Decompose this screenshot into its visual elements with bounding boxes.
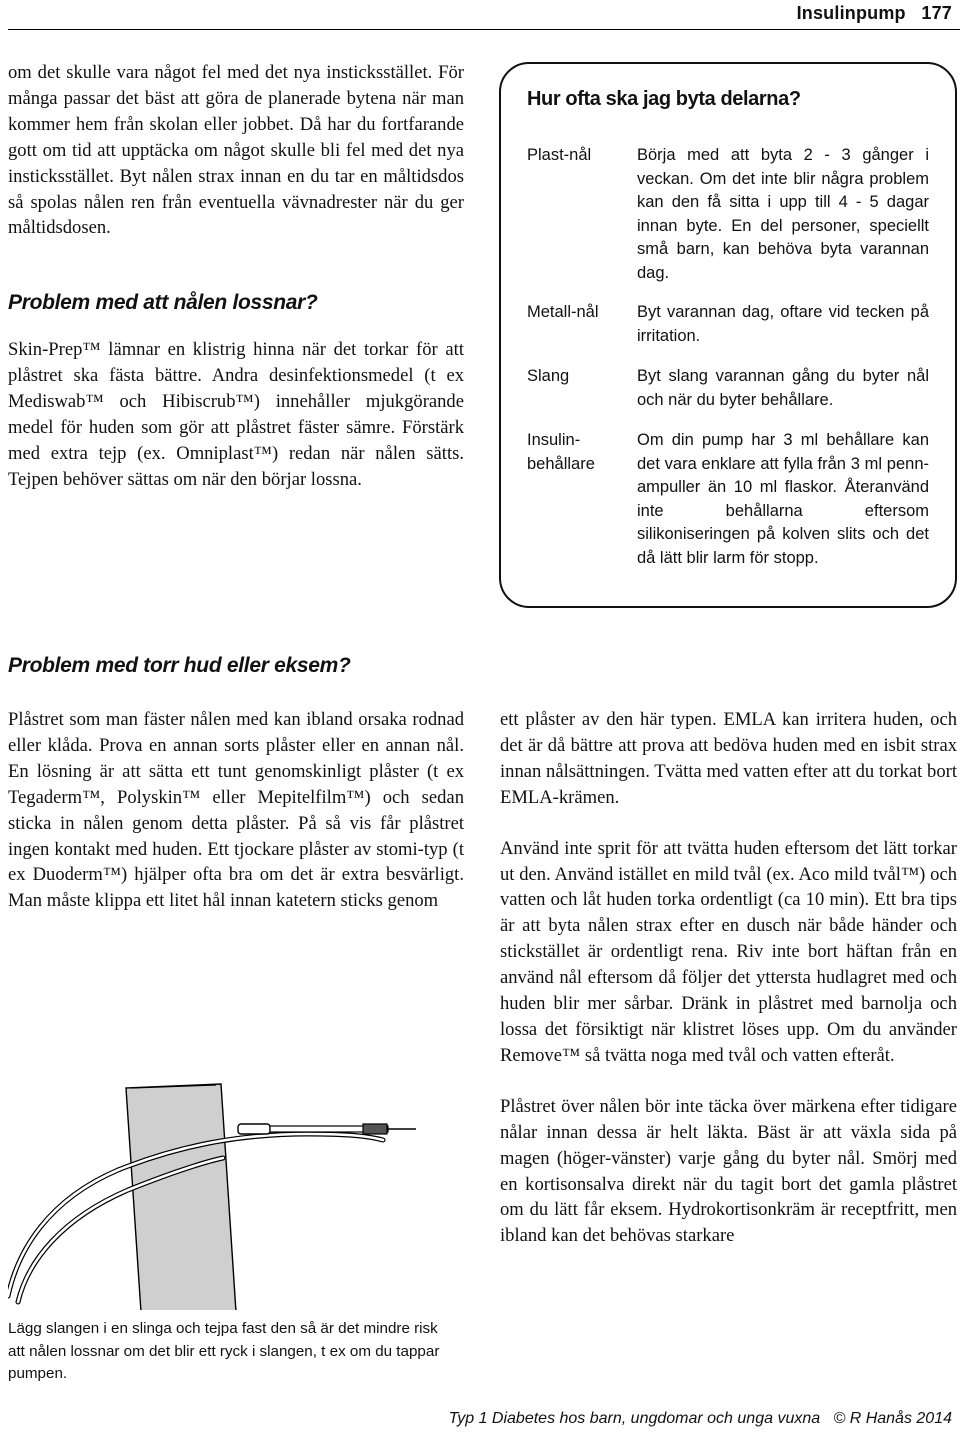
box-row-text: Om din pump har 3 ml behållare kan det vara enklare att fylla från 3 ml penn-ampuller än 10 ml flaskor. Återanvänd inte behållarna eftersom silikoniseringen på kolven slits och det då lätt blir larm för stopp. bbox=[637, 431, 929, 567]
box-row-label: Insulin- behållare bbox=[527, 431, 595, 473]
needle-loosens-heading: Problem med att nålen lossnar? bbox=[8, 291, 318, 315]
dry-skin-heading: Problem med torr hud eller eksem? bbox=[8, 654, 351, 677]
needle-loosens-paragraph: Skin-Prep™ lämnar en klistrig hinna när det torkar för att plåstret ska fästa bättre. Andra desinfektionsmedel (t ex Mediswab™ och Hibiscrub™) innehåller mjukgörande medel för huden som gör att plåstret fäster sämre. Förstärk med extra tejp (ex. Omniplast™) redan när nålen sätts. Tejpen behöver sättas om när den börjar lossna. bbox=[8, 339, 464, 490]
box-row-label: Slang bbox=[527, 367, 570, 385]
dry-skin-right-paragraph-2: Använd inte sprit för att tvätta huden eftersom det lätt torkar ut den. Använd istället en mild tvål (ex. Aco mild tvål™) och vatten och låt huden torka ordentligt (ca 10 min). Ett bra tips är att byta nålen strax efter en dusch när både händer och stickstället är ordentligt rena. Riv inte bort häftan från en använd nål eftersom då följer det yttersta hudlagret med och huden blir mer sårbar. Dränk in plåstret med barnolja och lossa det försiktigt när klistret löses upp. Om du använder Remove™ så tvätta noga med tvål och vatten efteråt. bbox=[500, 837, 957, 1066]
change-frequency-box bbox=[499, 62, 957, 608]
intro-paragraph: om det skulle vara något fel med det nya insticksstället. För många passar det bäst att göra de planerade bytena när man kommer hem från skolan eller jobbet. Då har du fortfarande gott om tid att upptäcka om något skulle bli fel med det nya insticksstället. Byt nålen strax innan en du tar en måltidsdos så spolas nålen ren från eventuella vävnadrester när du ger måltidsdosen. bbox=[8, 62, 464, 239]
dry-skin-left-paragraph: Plåstret som man fäster nålen med kan ibland orsaka rodnad eller klåda. Prova en annan sorts plåster eller en annan nål. En lösning är att sätta ett tunt genomskinligt plåster (t ex Tegaderm™, Polyskin™ eller Mepitelfilm™) och sedan sticka in nålen genom detta plåster. På så vis får plåstret ingen kontakt med huden. Ett tjockare plåster av stomi-typ (t ex Duoderm™) hjälper ofta bra om det är extra besvärligt. Man måste klippa ett litet hål innan katetern sticks genom bbox=[8, 709, 464, 912]
top-left-column bbox=[8, 60, 464, 493]
tubing-loop-illustration bbox=[8, 1050, 468, 1310]
figure-caption: Lägg slangen i en slinga och tejpa fast den så är det mindre risk att nålen lossnar om det blir ett ryck i slangen, t ex om du tappar pumpen. bbox=[8, 1320, 440, 1382]
needle-hub bbox=[363, 1124, 387, 1134]
bottom-right-column bbox=[500, 707, 957, 1249]
page-footer: Typ 1 Diabetes hos barn, ungdomar och unga vuxna © R Hanås 2014 bbox=[448, 1410, 952, 1427]
box-row-label: Plast-nål bbox=[527, 146, 592, 164]
box-row-text: Börja med att byta 2 - 3 gånger i veckan. Om det inte blir några problem kan den få sitta i upp till 4 - 5 dagar innan byte. En del personer, speciellt små barn, kan behöva byta varannan dag. bbox=[637, 146, 929, 282]
box-title: Hur ofta ska jag byta delarna? bbox=[527, 88, 801, 110]
header-rule bbox=[8, 29, 960, 30]
box-row-text: Byt slang varannan gång du byter nål och när du byter behållare. bbox=[637, 367, 929, 409]
box-row-label: Metall-nål bbox=[527, 303, 599, 321]
box-row-text: Byt varannan dag, oftare vid tecken på irritation. bbox=[637, 303, 929, 345]
dry-skin-right-paragraph-3: Plåstret över nålen bör inte täcka över märkena efter tidigare nålar innan dessa är helt läkta. Bäst är att växla sida på magen (höger-vänster) varje gång du byter nål. Smörj med en kortisonsalva direkt när du tagit bort det gamla plåstret om du lätt får eksem. Hydrokortisonkräm är receptfritt, men ibland kan det behövas starkare bbox=[500, 1095, 957, 1247]
tape-strip bbox=[126, 1084, 236, 1310]
dry-skin-right-paragraph-1: ett plåster av den här typen. EMLA kan irritera huden, och det är då bättre att prova att bedöva huden med en isbit strax innan nålsättningen. Tvätta med vatten efter att du torkat bort EMLA-krämen. bbox=[500, 709, 957, 808]
bottom-left-column bbox=[8, 707, 464, 914]
page-header bbox=[0, 0, 960, 30]
running-header: Insulinpump 177 bbox=[796, 3, 952, 23]
connector bbox=[238, 1124, 270, 1134]
